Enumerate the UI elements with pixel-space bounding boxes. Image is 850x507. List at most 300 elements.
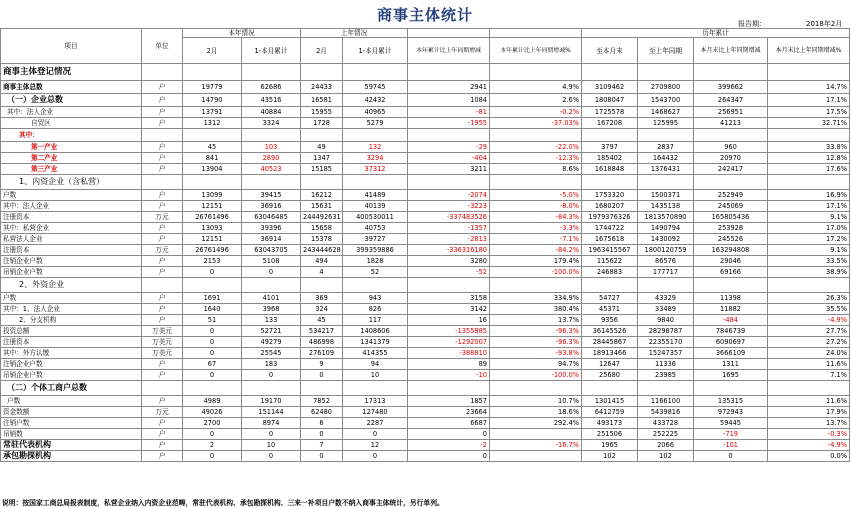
row-label: 第二产业 xyxy=(1,153,142,164)
cell-value xyxy=(638,129,694,142)
cell-value: 17.9% xyxy=(768,407,850,418)
row-unit: 户 xyxy=(142,118,183,129)
cell-value: 15658 xyxy=(301,223,343,234)
cell-value: 20970 xyxy=(694,153,768,164)
row-unit: 户 xyxy=(142,107,183,118)
cell-value: 245069 xyxy=(694,201,768,212)
cell-value: 2941 xyxy=(408,81,490,94)
cell-value: -100.0% xyxy=(490,267,582,278)
row-label: 常驻代表机构 xyxy=(1,440,142,451)
row-unit xyxy=(142,64,183,81)
cell-value: 40884 xyxy=(242,107,301,118)
row-label: 投资总额 xyxy=(1,326,142,337)
header-hist-pct: 本月末比上年同期增减% xyxy=(768,38,850,64)
cell-value xyxy=(242,381,301,396)
table-row xyxy=(1,440,850,451)
cell-value: 1828 xyxy=(343,256,408,267)
table-row xyxy=(1,293,850,304)
cell-value: 7.1% xyxy=(768,370,850,381)
cell-value xyxy=(301,175,343,190)
cell-value: 59745 xyxy=(343,81,408,94)
cell-value: 165805436 xyxy=(694,212,768,223)
cell-value: 63046485 xyxy=(242,212,301,223)
table-row xyxy=(1,201,850,212)
cell-value: 1691 xyxy=(183,293,242,304)
cell-value: -388810 xyxy=(408,348,490,359)
cell-value xyxy=(490,278,582,293)
cell-value: 11398 xyxy=(694,293,768,304)
cell-value: 54727 xyxy=(582,293,638,304)
cell-value: 0 xyxy=(408,429,490,440)
cell-value: 28298787 xyxy=(638,326,694,337)
cell-value: 534217 xyxy=(301,326,343,337)
cell-value: 1675618 xyxy=(582,234,638,245)
cell-value: 3324 xyxy=(242,118,301,129)
cell-value: -4.9% xyxy=(768,315,850,326)
row-unit: 万美元 xyxy=(142,348,183,359)
table-row xyxy=(1,107,850,118)
cell-value xyxy=(768,175,850,190)
cell-value xyxy=(183,278,242,293)
cell-value: 0 xyxy=(242,370,301,381)
cell-value: -5.0% xyxy=(490,190,582,201)
cell-value: 380.4% xyxy=(490,304,582,315)
cell-value: 0 xyxy=(694,451,768,462)
cell-value: 11882 xyxy=(694,304,768,315)
row-label: 其中：私营企业 xyxy=(1,223,142,234)
cell-value: 1618848 xyxy=(582,164,638,175)
cell-value: 0 xyxy=(183,451,242,462)
cell-value: 115622 xyxy=(582,256,638,267)
cell-value: 292.4% xyxy=(490,418,582,429)
cell-value: 0 xyxy=(183,337,242,348)
row-label: 注册资本 xyxy=(1,212,142,223)
cell-value: 167208 xyxy=(582,118,638,129)
cell-value: 59445 xyxy=(694,418,768,429)
row-label: 其中：1、法人企业 xyxy=(1,304,142,315)
cell-value xyxy=(694,175,768,190)
cell-value: 13904 xyxy=(183,164,242,175)
cell-value xyxy=(694,64,768,81)
row-unit: 万元 xyxy=(142,245,183,256)
table-row xyxy=(1,118,850,129)
cell-value: 33.8% xyxy=(768,142,850,153)
cell-value: 414355 xyxy=(343,348,408,359)
cell-value: 1979376326 xyxy=(582,212,638,223)
cell-value: 36914 xyxy=(242,234,301,245)
cell-value: 0 xyxy=(183,267,242,278)
cell-value xyxy=(183,64,242,81)
cell-value: 334.9% xyxy=(490,293,582,304)
cell-value: -101 xyxy=(694,440,768,451)
cell-value: 245526 xyxy=(694,234,768,245)
table-row xyxy=(1,129,850,142)
cell-value: 19779 xyxy=(183,81,242,94)
row-label: 其中： xyxy=(1,129,142,142)
cell-value: 251506 xyxy=(582,429,638,440)
table-row xyxy=(1,164,850,175)
table-row xyxy=(1,359,850,370)
cell-value: 399662 xyxy=(694,81,768,94)
cell-value: -16.7% xyxy=(490,440,582,451)
cell-value: -10 xyxy=(408,370,490,381)
cell-value: 26761496 xyxy=(183,245,242,256)
row-label: 其中：法人企业 xyxy=(1,201,142,212)
cell-value: 39415 xyxy=(242,190,301,201)
header-cmp-abs: 本年累计比上年同期增减 xyxy=(408,38,490,64)
cell-value xyxy=(343,381,408,396)
table-body xyxy=(1,64,850,462)
cell-value: 185402 xyxy=(582,153,638,164)
cell-value: -1292007 xyxy=(408,337,490,348)
row-unit: 万美元 xyxy=(142,326,183,337)
header-item: 项目 xyxy=(1,29,142,64)
cell-value: 17.0% xyxy=(768,223,850,234)
cell-value: 9356 xyxy=(582,315,638,326)
cell-value xyxy=(490,64,582,81)
row-unit: 户 xyxy=(142,315,183,326)
cell-value: 1430092 xyxy=(638,234,694,245)
cell-value: 40523 xyxy=(242,164,301,175)
cell-value: 26.3% xyxy=(768,293,850,304)
row-unit: 户 xyxy=(142,223,183,234)
cell-value: 7846739 xyxy=(694,326,768,337)
cell-value: 0 xyxy=(343,451,408,462)
cell-value: -719 xyxy=(694,429,768,440)
cell-value xyxy=(408,278,490,293)
cell-value: -404 xyxy=(408,153,490,164)
header-hist-abs: 本月末比上年同期增减 xyxy=(694,38,768,64)
cell-value: 6412759 xyxy=(582,407,638,418)
cell-value xyxy=(242,129,301,142)
row-unit: 户 xyxy=(142,396,183,407)
cell-value xyxy=(694,278,768,293)
cell-value: -3223 xyxy=(408,201,490,212)
cell-value: 51 xyxy=(183,315,242,326)
cell-value xyxy=(490,381,582,396)
cell-value: 2700 xyxy=(183,418,242,429)
table-row xyxy=(1,278,850,293)
header-unit: 单位 xyxy=(142,29,183,64)
cell-value: 9.1% xyxy=(768,212,850,223)
cell-value: 39396 xyxy=(242,223,301,234)
cell-value: 102 xyxy=(638,451,694,462)
report-period-value: 2018年2月 xyxy=(806,20,843,28)
cell-value xyxy=(582,381,638,396)
table-row xyxy=(1,407,850,418)
cell-value: 2890 xyxy=(242,153,301,164)
cell-value xyxy=(408,64,490,81)
cell-value: -336316180 xyxy=(408,245,490,256)
cell-value xyxy=(343,129,408,142)
cell-value: 11336 xyxy=(638,359,694,370)
cell-value: 3142 xyxy=(408,304,490,315)
cell-value: 243444628 xyxy=(301,245,343,256)
table-row xyxy=(1,429,850,440)
cell-value: 9840 xyxy=(638,315,694,326)
row-unit: 户 xyxy=(142,359,183,370)
cell-value: 14.7% xyxy=(768,81,850,94)
table-row xyxy=(1,256,850,267)
cell-value: 69166 xyxy=(694,267,768,278)
cell-value: 400530011 xyxy=(343,212,408,223)
cell-value: 0 xyxy=(301,370,343,381)
cell-value: 2837 xyxy=(638,142,694,153)
row-label: 户数 xyxy=(1,293,142,304)
table-row xyxy=(1,451,850,462)
cell-value: 246883 xyxy=(582,267,638,278)
cell-value: 135315 xyxy=(694,396,768,407)
cell-value: 38.9% xyxy=(768,267,850,278)
cell-value: -337483526 xyxy=(408,212,490,223)
table-row xyxy=(1,142,850,153)
cell-value: 1408606 xyxy=(343,326,408,337)
table-row xyxy=(1,304,850,315)
cell-value: 6687 xyxy=(408,418,490,429)
cell-value: 1376431 xyxy=(638,164,694,175)
cell-value: 12 xyxy=(343,440,408,451)
cell-value: -1357 xyxy=(408,223,490,234)
cell-value: 52 xyxy=(343,267,408,278)
row-label: 商事主体总数 xyxy=(1,81,142,94)
cell-value: -96.3% xyxy=(490,337,582,348)
cell-value: 1347 xyxy=(301,153,343,164)
cell-value: 94 xyxy=(343,359,408,370)
cell-value: 163294808 xyxy=(694,245,768,256)
table-row xyxy=(1,81,850,94)
cell-value: -84.2% xyxy=(490,245,582,256)
header-group-this-year: 本年情况 xyxy=(183,29,301,38)
cell-value: 63043705 xyxy=(242,245,301,256)
row-unit: 户 xyxy=(142,304,183,315)
header-this-cum: 1-本月累计 xyxy=(242,38,301,64)
cell-value: 43516 xyxy=(242,94,301,107)
cell-value: 15631 xyxy=(301,201,343,212)
row-label: 1、内资企业（含私营） xyxy=(1,175,142,190)
cell-value: 4.9% xyxy=(490,81,582,94)
row-label: 注册资本 xyxy=(1,245,142,256)
cell-value xyxy=(408,381,490,396)
cell-value: -2 xyxy=(408,440,490,451)
cell-value: 41489 xyxy=(343,190,408,201)
cell-value: 4989 xyxy=(183,396,242,407)
row-label: （二）个体工商户总数 xyxy=(1,381,142,396)
cell-value: 1543700 xyxy=(638,94,694,107)
table-row xyxy=(1,337,850,348)
cell-value xyxy=(638,64,694,81)
cell-value: 276109 xyxy=(301,348,343,359)
cell-value: 26761496 xyxy=(183,212,242,223)
cell-value: 89 xyxy=(408,359,490,370)
cell-value: 11.6% xyxy=(768,396,850,407)
table-row xyxy=(1,94,850,107)
row-label: 注销企业户数 xyxy=(1,359,142,370)
cell-value: 133 xyxy=(242,315,301,326)
cell-value: 16581 xyxy=(301,94,343,107)
table-row xyxy=(1,315,850,326)
row-label: 私营法人企业 xyxy=(1,234,142,245)
cell-value: 15247357 xyxy=(638,348,694,359)
table-row xyxy=(1,381,850,396)
cell-value: -7.1% xyxy=(490,234,582,245)
cell-value xyxy=(490,175,582,190)
cell-value: -93.8% xyxy=(490,348,582,359)
cell-value: 2287 xyxy=(343,418,408,429)
row-unit: 户 xyxy=(142,293,183,304)
cell-value: 13093 xyxy=(183,223,242,234)
cell-value: -37.03% xyxy=(490,118,582,129)
cell-value: 252225 xyxy=(638,429,694,440)
cell-value: 4101 xyxy=(242,293,301,304)
cell-value: 49 xyxy=(301,142,343,153)
row-unit: 万元 xyxy=(142,407,183,418)
cell-value: 13.7% xyxy=(768,418,850,429)
cell-value xyxy=(301,381,343,396)
cell-value: 18913466 xyxy=(582,348,638,359)
cell-value: 45371 xyxy=(582,304,638,315)
table-row xyxy=(1,267,850,278)
cell-value: 3109462 xyxy=(582,81,638,94)
cell-value: 5108 xyxy=(242,256,301,267)
cell-value: 3280 xyxy=(408,256,490,267)
row-label: 吊销企业户数 xyxy=(1,370,142,381)
cell-value xyxy=(582,278,638,293)
cell-value: 826 xyxy=(343,304,408,315)
row-unit: 户 xyxy=(142,153,183,164)
cell-value: 3294 xyxy=(343,153,408,164)
cell-value: 1813570890 xyxy=(638,212,694,223)
cell-value: 35.5% xyxy=(768,304,850,315)
row-label: 其中：法人企业 xyxy=(1,107,142,118)
cell-value xyxy=(343,175,408,190)
table-row xyxy=(1,396,850,407)
cell-value: 1753320 xyxy=(582,190,638,201)
cell-value: 17.5% xyxy=(768,107,850,118)
cell-value: 183 xyxy=(242,359,301,370)
report-period-label: 报告期： xyxy=(738,20,766,28)
cell-value: 1341379 xyxy=(343,337,408,348)
cell-value: 17313 xyxy=(343,396,408,407)
cell-value: 52721 xyxy=(242,326,301,337)
table-row xyxy=(1,223,850,234)
cell-value xyxy=(490,129,582,142)
cell-value: 0.0% xyxy=(768,451,850,462)
row-unit: 户 xyxy=(142,256,183,267)
cell-value: 37312 xyxy=(343,164,408,175)
cell-value: -1355885 xyxy=(408,326,490,337)
cell-value: 5439816 xyxy=(638,407,694,418)
cell-value xyxy=(183,175,242,190)
cell-value: 11.6% xyxy=(768,359,850,370)
cell-value: 8974 xyxy=(242,418,301,429)
cell-value: 9 xyxy=(301,359,343,370)
footnote: 说明：按国家工商总局报表制度，私营企业纳入内资企业范畴，常驻代表机构、承包勘探机构、三来一补项目户数不纳入商事主体统计，另行单列。 xyxy=(2,499,444,507)
row-label: 第三产业 xyxy=(1,164,142,175)
cell-value: 12.8% xyxy=(768,153,850,164)
cell-value xyxy=(301,129,343,142)
cell-value: 25545 xyxy=(242,348,301,359)
cell-value: 14790 xyxy=(183,94,242,107)
cell-value: 0 xyxy=(183,370,242,381)
cell-value: 29046 xyxy=(694,256,768,267)
cell-value: 127480 xyxy=(343,407,408,418)
header-hist-last: 至上年同期 xyxy=(638,38,694,64)
cell-value: 49026 xyxy=(183,407,242,418)
cell-value: 2066 xyxy=(638,440,694,451)
row-label: 注册资本 xyxy=(1,337,142,348)
cell-value xyxy=(183,381,242,396)
cell-value: -29 xyxy=(408,142,490,153)
row-unit: 户 xyxy=(142,451,183,462)
cell-value: 1857 xyxy=(408,396,490,407)
cell-value: 179.4% xyxy=(490,256,582,267)
cell-value: 36916 xyxy=(242,201,301,212)
cell-value: -8.0% xyxy=(490,201,582,212)
cell-value: 0 xyxy=(183,348,242,359)
cell-value: 494 xyxy=(301,256,343,267)
cell-value: -22.0% xyxy=(490,142,582,153)
cell-value: 36145526 xyxy=(582,326,638,337)
cell-value: 244492631 xyxy=(301,212,343,223)
cell-value: 0 xyxy=(183,429,242,440)
row-unit: 户 xyxy=(142,94,183,107)
row-unit xyxy=(142,129,183,142)
cell-value: 17.6% xyxy=(768,164,850,175)
cell-value: -84.3% xyxy=(490,212,582,223)
cell-value xyxy=(343,278,408,293)
cell-value: 399359886 xyxy=(343,245,408,256)
cell-value: 67 xyxy=(183,359,242,370)
row-unit: 户 xyxy=(142,429,183,440)
row-label: 户数 xyxy=(1,190,142,201)
cell-value: 1468627 xyxy=(638,107,694,118)
cell-value: 125995 xyxy=(638,118,694,129)
table-row xyxy=(1,190,850,201)
cell-value: -12.3% xyxy=(490,153,582,164)
cell-value: 16.9% xyxy=(768,190,850,201)
row-unit xyxy=(142,175,183,190)
statistics-table xyxy=(0,28,850,462)
cell-value: 1965 xyxy=(582,440,638,451)
cell-value: 0 xyxy=(242,451,301,462)
cell-value: -4.9% xyxy=(768,440,850,451)
cell-value xyxy=(638,278,694,293)
row-label: 商事主体登记情况 xyxy=(1,64,142,81)
cell-value: 960 xyxy=(694,142,768,153)
cell-value: 493173 xyxy=(582,418,638,429)
cell-value: 6 xyxy=(301,418,343,429)
cell-value: 15378 xyxy=(301,234,343,245)
row-label: 2、分支机构 xyxy=(1,315,142,326)
cell-value: 27.2% xyxy=(768,337,850,348)
cell-value: 12151 xyxy=(183,201,242,212)
row-unit: 户 xyxy=(142,201,183,212)
cell-value: 2.6% xyxy=(490,94,582,107)
cell-value: 433728 xyxy=(638,418,694,429)
cell-value: 102 xyxy=(582,451,638,462)
cell-value: 23664 xyxy=(408,407,490,418)
cell-value: 0 xyxy=(301,429,343,440)
table-row xyxy=(1,326,850,337)
cell-value xyxy=(768,381,850,396)
cell-value: 1490794 xyxy=(638,223,694,234)
cell-value: 8.6% xyxy=(490,164,582,175)
cell-value xyxy=(582,64,638,81)
cell-value: 252949 xyxy=(694,190,768,201)
header-group-last-year: 上年情况 xyxy=(301,29,408,38)
cell-value: 10 xyxy=(242,440,301,451)
cell-value: 972943 xyxy=(694,407,768,418)
